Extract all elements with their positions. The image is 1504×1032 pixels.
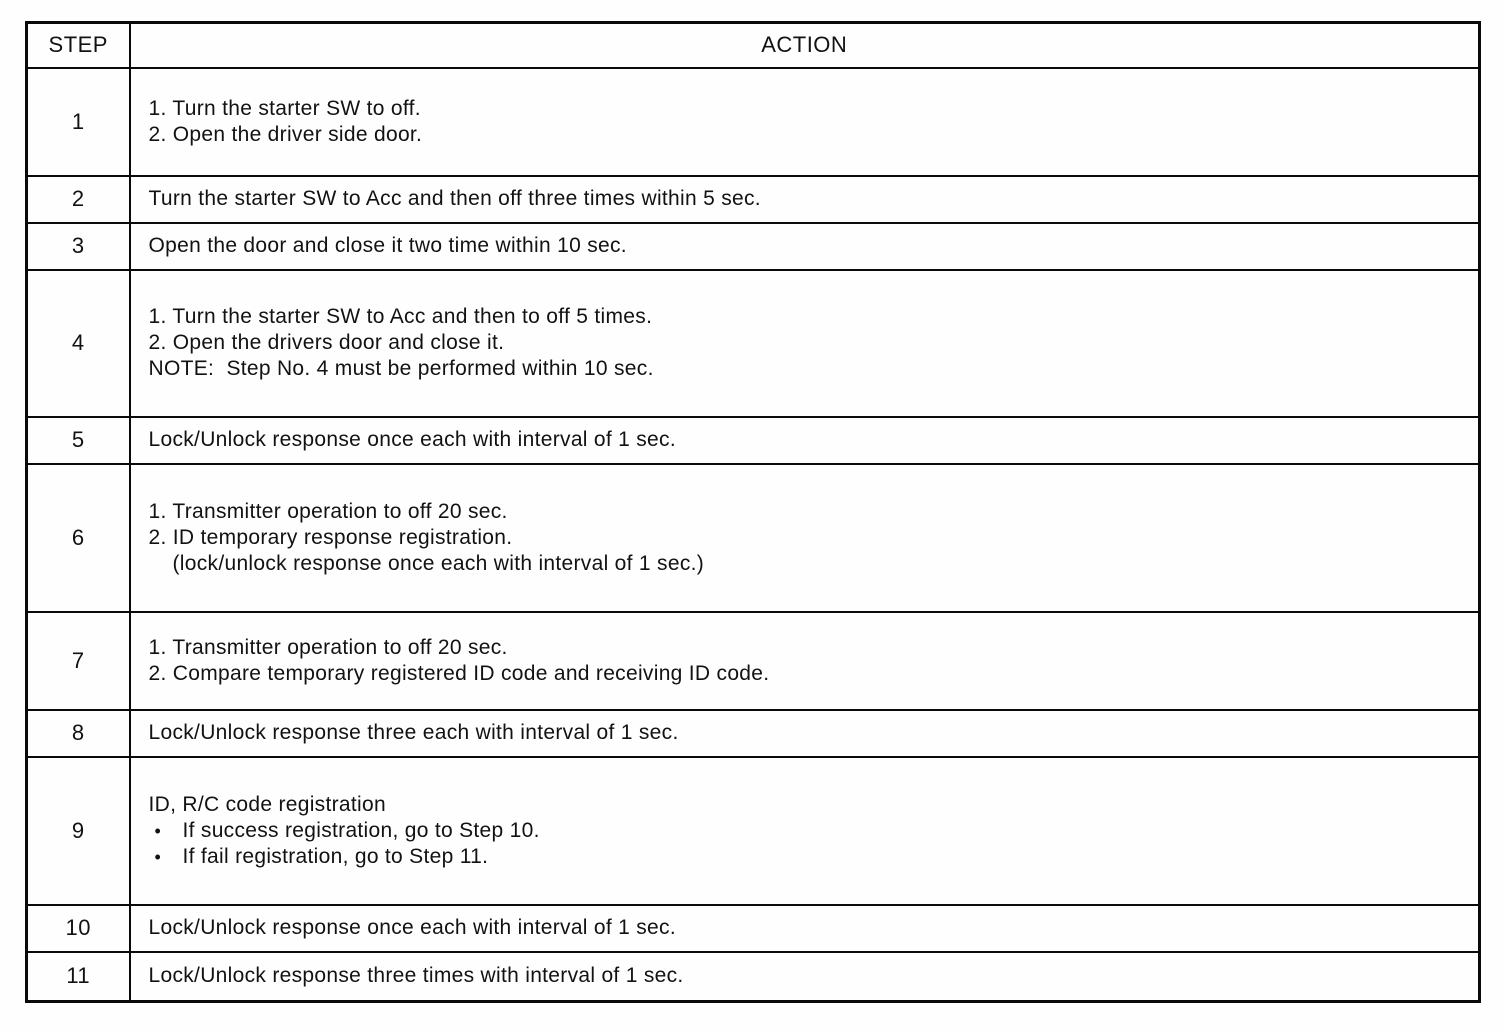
action-line: 2. Open the drivers door and close it.: [148, 331, 505, 354]
action-cell: [131, 425, 1479, 455]
bullet-icon: •: [154, 846, 162, 867]
action-cell: [131, 790, 1479, 872]
table-row: [27, 223, 1480, 270]
table-row: [27, 417, 1480, 464]
bullet-list-item: [149, 818, 1469, 844]
action-line: 2. ID temporary response registration.: [148, 525, 513, 549]
action-cell: [131, 184, 1479, 214]
step-number: 9: [27, 757, 130, 905]
table-header-row: [27, 23, 1480, 68]
table-row: [27, 612, 1480, 710]
action-line: Lock/Unlock response once each with interval of 1 sec.: [148, 916, 676, 939]
action-line: 1. Transmitter operation to off 20 sec.: [148, 499, 508, 523]
step-number: 6: [27, 464, 130, 612]
action-cell: [131, 633, 1479, 689]
step-number: 8: [27, 710, 130, 757]
step-number: 5: [27, 417, 130, 464]
action-line: 1. Turn the starter SW to Acc and then to off 5 times.: [148, 305, 653, 328]
action-line: If success registration, go to Step 10.: [182, 818, 540, 842]
action-line: Lock/Unlock response three times with interval of 1 sec.: [148, 964, 684, 988]
table-row: [27, 68, 1480, 176]
column-header-step: STEP: [27, 23, 130, 68]
step-number: 10: [27, 905, 130, 952]
table-row: [27, 952, 1480, 1002]
column-header-action: ACTION: [130, 23, 1480, 68]
action-cell: [131, 718, 1479, 748]
table-row: [27, 757, 1480, 905]
table-row: [27, 270, 1480, 417]
action-cell: [131, 94, 1479, 150]
action-sub-line: (lock/unlock response once each with interval of 1 sec.): [172, 551, 705, 575]
action-line: If fail registration, go to Step 11.: [182, 844, 489, 868]
step-number: 3: [27, 223, 130, 270]
table-row: [27, 905, 1480, 952]
action-line: Lock/Unlock response three each with interval of 1 sec.: [148, 721, 679, 744]
table-row: [27, 464, 1480, 612]
table-row: [27, 176, 1480, 223]
step-number: 2: [27, 176, 130, 223]
action-cell: [131, 961, 1479, 991]
action-line: Lock/Unlock response once each with interval of 1 sec.: [148, 428, 676, 451]
action-line: 2. Open the driver side door.: [148, 122, 423, 146]
table-row: [27, 710, 1480, 757]
action-cell: [131, 302, 1479, 384]
step-number: 1: [27, 68, 130, 176]
procedure-table: [25, 21, 1481, 1003]
action-line: 1. Turn the starter SW to off.: [148, 96, 421, 120]
action-line: Open the door and close it two time within 10 sec.: [148, 234, 627, 257]
step-number: 4: [27, 270, 130, 417]
action-line: 2. Compare temporary registered ID code and receiving ID code.: [148, 661, 770, 685]
bullet-list-item: [149, 844, 1469, 870]
step-number: 11: [27, 952, 130, 1002]
action-line: 1. Transmitter operation to off 20 sec.: [148, 635, 508, 659]
action-note-line: NOTE: Step No. 4 must be performed within 10 sec.: [148, 357, 654, 380]
action-cell: [131, 497, 1479, 579]
action-line: Turn the starter SW to Acc and then off three times within 5 sec.: [148, 187, 761, 210]
action-cell: [131, 913, 1479, 943]
action-line: ID, R/C code registration: [148, 792, 386, 816]
step-number: 7: [27, 612, 130, 710]
action-cell: [131, 231, 1479, 261]
bullet-icon: •: [154, 820, 162, 841]
